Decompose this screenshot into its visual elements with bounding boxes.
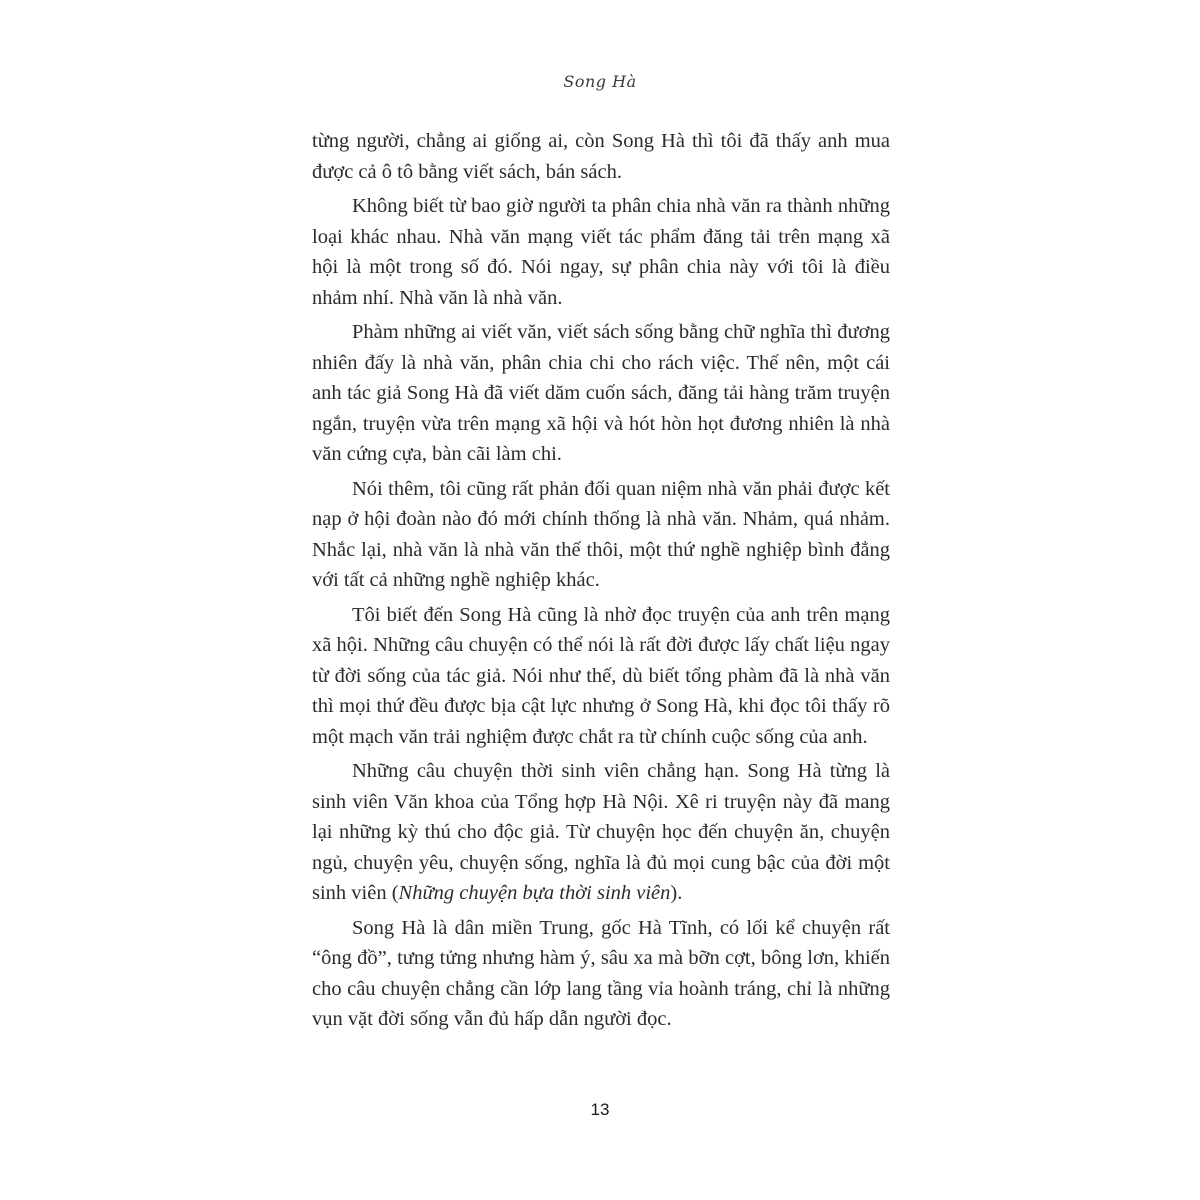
paragraph-6-text-after: ). — [670, 882, 683, 904]
paragraph-7: Song Hà là dân miền Trung, gốc Hà Tĩnh, có lối kể chuyện rất “ông đồ”, tưng tửng nhưng hàm ý, sâu xa mà bỡn cợt, bông lơn, khiến cho câu chuyện chẳng cần lớp lang tầng vỉa hoành tráng, chỉ là những vụn vặt đời sống vẫn đủ hấp dẫn người đọc. — [312, 916, 890, 1030]
page-number: 13 — [590, 1100, 610, 1119]
body-text — [312, 126, 890, 1039]
running-header-title: Song Hà — [563, 72, 637, 91]
paragraph-1: từng người, chẳng ai giống ai, còn Song Hà thì tôi đã thấy anh mua được cả ô tô bằng viết sách, bán sách. — [312, 130, 890, 183]
book-title-italic: Những chuyện bựa thời sinh viên — [398, 882, 671, 904]
paragraph-4: Nói thêm, tôi cũng rất phản đối quan niệm nhà văn phải được kết nạp ở hội đoàn nào đó mới chính thống là nhà văn. Nhảm, quá nhảm. Nhắc lại, nhà văn là nhà văn thế thôi, một thứ nghề nghiệp bình đẳng với tất cả những nghề nghiệp khác. — [312, 477, 890, 591]
paragraph-6-text-before: Những câu chuyện thời sinh viên chẳng hạn. Song Hà từng là sinh viên Văn khoa của Tổng hợp Hà Nội. Xê ri truyện này đã mang lại những kỳ thú cho độc giả. Từ chuyện học đến chuyện ăn, chuyện ngủ, chuyện yêu, chuyện sống, nghĩa là đủ mọi cung bậc của đời một sinh viên ( — [312, 760, 890, 904]
paragraph-6 — [312, 756, 890, 909]
paragraph-3: Phàm những ai viết văn, viết sách sống bằng chữ nghĩa thì đương nhiên đấy là nhà văn, phân chia chi cho rách việc. Thế nên, một cái anh tác giả Song Hà đã viết dăm cuốn sách, đăng tải hàng trăm truyện ngắn, truyện vừa trên mạng xã hội và hót hòn họt đương nhiên là nhà văn cứng cựa, bàn cãi làm chi. — [312, 321, 890, 465]
paragraph-2: Không biết từ bao giờ người ta phân chia nhà văn ra thành những loại khác nhau. Nhà văn mạng viết tác phẩm đăng tải trên mạng xã hội là một trong số đó. Nói ngay, sự phân chia này với tôi là điều nhảm nhí. Nhà văn là nhà văn. — [312, 195, 890, 309]
paragraph-5: Tôi biết đến Song Hà cũng là nhờ đọc truyện của anh trên mạng xã hội. Những câu chuyện có thể nói là rất đời được lấy chất liệu ngay từ đời sống của tác giả. Nói như thế, dù biết tổng phàm đã là nhà văn thì mọi thứ đều được bịa cật lực nhưng ở Song Hà, khi đọc tôi thấy rõ một mạch văn trải nghiệm được chắt ra từ chính cuộc sống của anh. — [312, 603, 890, 748]
